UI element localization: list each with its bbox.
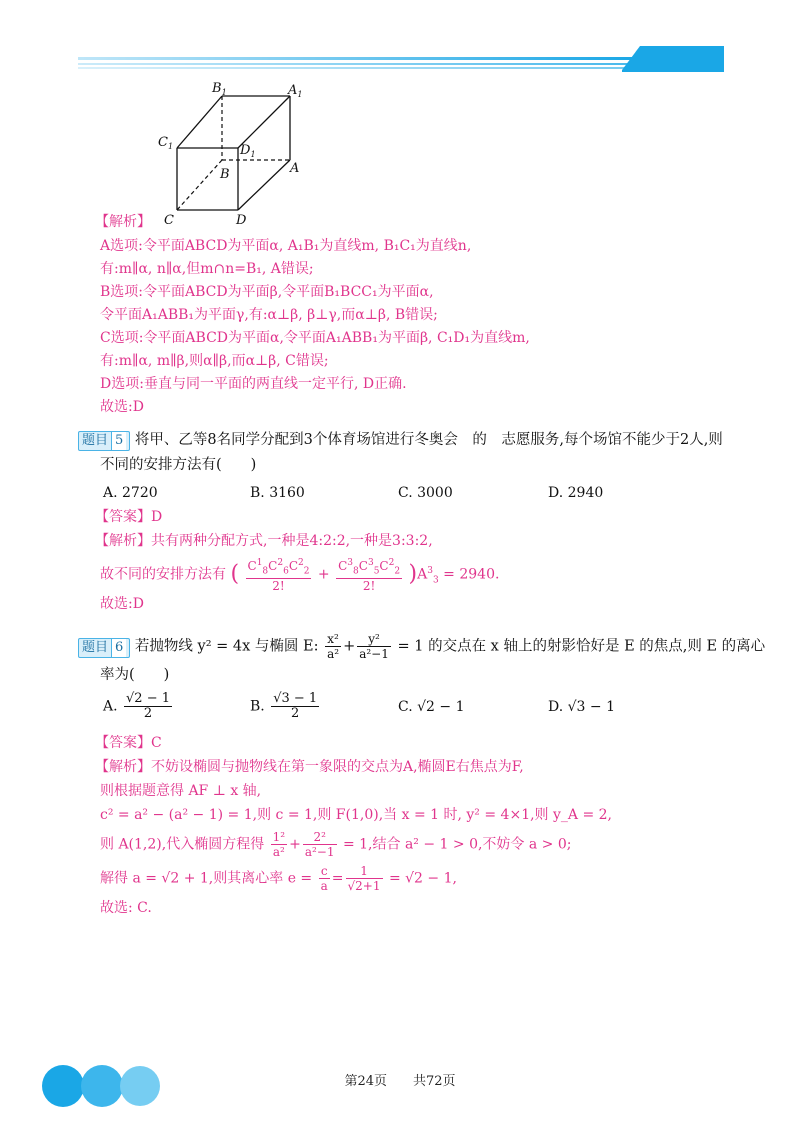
q6-conclusion: 故选: C.: [100, 900, 152, 916]
q4-analysis-heading: 【解析】: [95, 214, 151, 230]
q6-analysis-line-5: 解得 a = √2 + 1,则其离心率 e = $\frac{c}{a}$ = $\frac{1}{√2+1}$ = √2 − 1,: [100, 864, 457, 893]
q6-answer: 【答案】C: [95, 735, 162, 751]
cube-figure: [150, 78, 320, 228]
label-a: A: [290, 161, 300, 176]
q6-tag: 题目 6: [78, 638, 130, 658]
label-d1: $D_1$: [240, 143, 256, 159]
page-number: 第24页 共72页: [344, 1074, 456, 1089]
q5-option-b: B. 3160: [250, 485, 305, 501]
q4-conclusion: 故选:D: [100, 399, 144, 415]
q6-option-c: C. √2 − 1: [398, 699, 465, 715]
label-c1: $C_1$: [158, 135, 174, 151]
q5-analysis-line-2: 故不同的安排方法有 ( $\frac{C^1_8C^2_6C^2_2}{2!}$ + $\frac{C^3_8C^3_5C^2_2}{2!}$ )$A^3_3 = 2940$.: [100, 558, 500, 594]
label-b: B: [220, 167, 230, 182]
q4-analysis-line-7: D选项:垂直与同一平面的两直线一定平行, D正确.: [100, 376, 407, 392]
q5-analysis-line-1: 【解析】共有两种分配方式,一种是4:2:2,一种是3:3:2,: [95, 533, 433, 549]
q6-analysis-line-2: 则根据题意得 AF ⊥ x 轴,: [100, 783, 262, 799]
q5-stem-line-1: 题目 5 将甲、乙等8名同学分配到3个体育场馆进行冬奥会 的 志愿服务,每个场馆不能少于2人,则: [78, 429, 723, 451]
q5-option-c: C. 3000: [398, 485, 453, 501]
q6-option-a: A. $\frac{√2 - 1}{2}$: [103, 691, 170, 721]
q6-stem-line-1: 题目 6 若抛物线 y² = 4x 与椭圆 E: $\frac{\text{x²}}{\text{a²}}$ + $\frac{\text{y²}}{\text{a²−1}}$ = 1 的交点在 x 轴上的射影恰好是 E 的焦点,则 E 的离心: [78, 632, 765, 661]
label-b1: $B_1$: [212, 81, 227, 97]
header-decoration: [0, 0, 800, 80]
q6-analysis-line-3: c² = a² − (a² − 1) = 1,则 c = 1,则 F(1,0),当 x = 1 时, y² = 4×1,则 y_A = 2,: [100, 807, 613, 823]
q5-option-d: D. 2940: [548, 485, 604, 501]
q5-option-a: A. 2720: [103, 485, 158, 501]
q6-option-b: B. $\frac{√3 - 1}{2}$: [250, 691, 318, 721]
q5-stem-line-2: 不同的安排方法有( ): [100, 457, 257, 473]
q5-conclusion: 故选:D: [100, 596, 144, 612]
q6-option-d: D. √3 − 1: [548, 699, 615, 715]
q4-analysis-line-5: C选项:令平面ABCD为平面α,令平面A₁ABB₁为平面β, C₁D₁为直线m,: [100, 330, 530, 346]
q6-analysis-line-4: 则 A(1,2),代入椭圆方程得 $\frac{\text{1²}}{\text{a²}}$ + $\frac{\text{2²}}{\text{a²−1}}$ = 1,结合 a² − 1 > 0,不妨令 a > 0;: [100, 830, 572, 859]
q5-tag: 题目 5: [78, 431, 130, 451]
q4-analysis-line-2: 有:m∥α, n∥α,但m∩n=B₁, A错误;: [100, 261, 314, 277]
q6-stem-line-2: 率为( ): [100, 667, 170, 683]
label-c: C: [164, 213, 174, 228]
q4-analysis-line-4: 令平面A₁ABB₁为平面γ,有:α⊥β, β⊥γ,而α⊥β, B错误;: [100, 307, 438, 323]
q4-analysis-line-6: 有:m∥α, m∥β,则α∥β,而α⊥β, C错误;: [100, 353, 329, 369]
q4-analysis-line-3: B选项:令平面ABCD为平面β,令平面B₁BCC₁为平面α,: [100, 284, 434, 300]
label-a1: $A_1$: [288, 83, 303, 99]
label-d: D: [236, 213, 247, 228]
q4-analysis-line-1: A选项:令平面ABCD为平面α, A₁B₁为直线m, B₁C₁为直线n,: [100, 238, 472, 254]
q5-answer: 【答案】D: [95, 509, 163, 525]
q6-analysis-line-1: 【解析】不妨设椭圆与抛物线在第一象限的交点为A,椭圆E右焦点为F,: [95, 759, 524, 775]
